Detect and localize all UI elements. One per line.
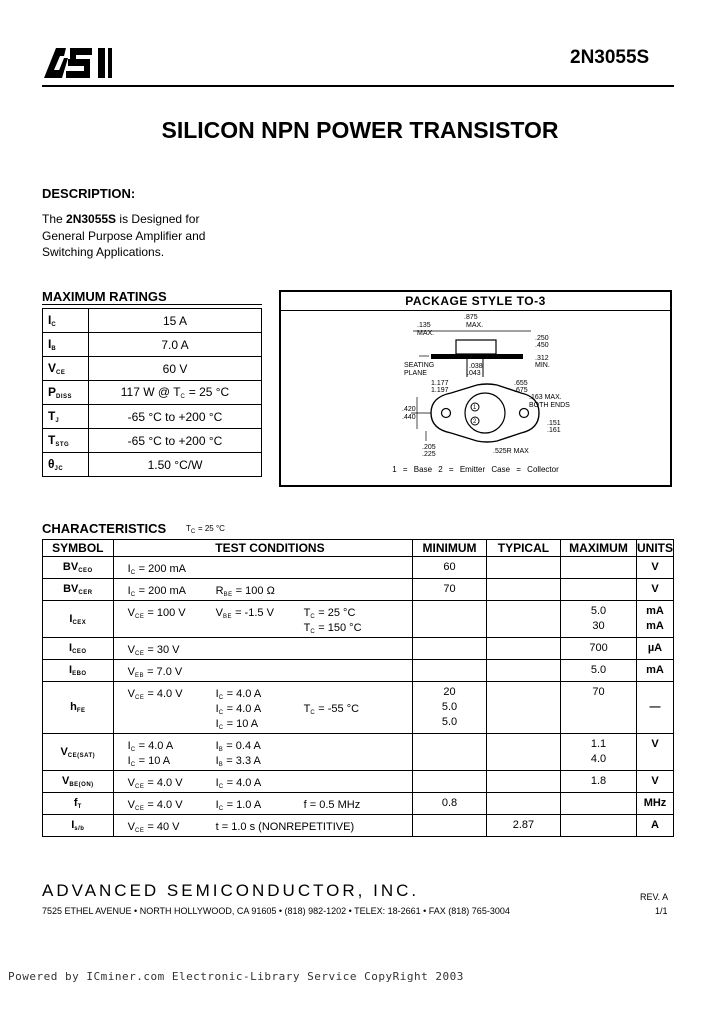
symbol-cell: $I_{EBO}$ [43, 660, 114, 682]
symbol-cell: $BV_{CEO}$ [43, 557, 114, 579]
description-text: The 2N3055S is Designed for General Purpose Amplifier and Switching Applications. [42, 212, 206, 259]
seating-label: SEATING [404, 362, 435, 369]
max-ratings-heading: MAXIMUM RATINGS [42, 289, 167, 304]
typical-cell [486, 557, 560, 579]
dim-161: .161 [547, 427, 561, 434]
dim-205: .205 [422, 444, 436, 451]
dim-1177: 1.177 [431, 380, 449, 387]
column-header: TEST CONDITIONS [113, 540, 413, 557]
typical-cell [486, 793, 560, 815]
dim-1197: 1.197 [431, 387, 449, 394]
powered-by-footer: Powered by ICminer.com Electronic-Library Service CopyRight 2003 [8, 970, 464, 983]
revision: REV. A [640, 892, 669, 902]
typical-cell [486, 579, 560, 601]
max-rating-symbol: $V_{CE}$ [43, 357, 89, 381]
dim-043: .043 [467, 370, 481, 377]
max-rating-symbol: $T_{STG}$ [43, 429, 89, 453]
description-heading: DESCRIPTION: [42, 186, 136, 201]
maximum-cell [561, 815, 637, 837]
dim-135-max: MAX. [417, 330, 435, 337]
dim-163max: .163 MAX. [529, 394, 562, 401]
test-conditions-cell: $V_{EB} = 7.0$ V [113, 660, 413, 682]
company-address: 7525 ETHEL AVENUE • NORTH HOLLYWOOD, CA 91605 • (818) 982-1202 • TELEX: 18-2661 • FAX (818) 765-3004 [42, 906, 510, 916]
test-conditions-cell: $V_{CE} = 4.0$ V $I_C = 1.0$ A f = 0.5 MHz [113, 793, 413, 815]
minimum-cell [413, 815, 487, 837]
minimum-cell: 60 [413, 557, 487, 579]
typical-cell: 2.87 [486, 815, 560, 837]
units-cell: V [637, 771, 674, 793]
minimum-cell: 70 [413, 579, 487, 601]
maximum-cell: 1.8 [561, 771, 637, 793]
typical-cell [486, 601, 560, 638]
dim-225: .225 [422, 451, 436, 458]
column-header: TYPICAL [486, 540, 560, 557]
dim-135: .135 [417, 322, 431, 329]
symbol-cell: $V_{CE(SAT)}$ [43, 734, 114, 771]
typical-cell [486, 638, 560, 660]
units-cell: A [637, 815, 674, 837]
column-header: SYMBOL [43, 540, 114, 557]
test-conditions-cell: $V_{CE} = 100$ V $V_{BE} = -1.5$ V $T_C = 25$ °C $T_C = 150$ °C [113, 601, 413, 638]
max-rating-value: 15 A [89, 309, 262, 333]
characteristics-table [42, 539, 674, 837]
characteristics-heading: CHARACTERISTICS [42, 521, 167, 536]
table-row [43, 557, 674, 579]
dim-250: .250 [535, 335, 549, 342]
minimum-cell [413, 660, 487, 682]
max-ratings-rule [42, 304, 262, 305]
page-number: 1/1 [655, 906, 668, 916]
max-rating-row [43, 333, 262, 357]
dim-312-min: MIN. [535, 362, 550, 369]
dim-312: .312 [535, 355, 549, 362]
dim-420: .420 [402, 406, 416, 413]
table-row [43, 793, 674, 815]
test-conditions-cell: $V_{CE} = 4.0$ V $I_C = 4.0$ A [113, 771, 413, 793]
test-conditions-cell: $V_{CE} = 4.0$ V $I_C = 4.0$ A $I_C = 4.0$ A $T_C = -55$ °C $I_C = 10$ A [113, 682, 413, 734]
maximum-cell [561, 579, 637, 601]
dim-875-max: MAX. [466, 322, 484, 329]
dim-151: .151 [547, 420, 561, 427]
test-conditions-cell: $I_C = 4.0$ A $I_B = 0.4$ A $I_C = 10$ A $I_B = 3.3$ A [113, 734, 413, 771]
asi-logo [42, 46, 114, 80]
table-row [43, 579, 674, 601]
column-header: MINIMUM [413, 540, 487, 557]
table-row [43, 682, 674, 734]
minimum-cell [413, 771, 487, 793]
package-title: PACKAGE STYLE TO-3 [281, 292, 670, 311]
page-title: SILICON NPN POWER TRANSISTOR [161, 117, 559, 143]
test-conditions-cell: $V_{CE} = 40$ V t = 1.0 s (NONREPETITIVE) [113, 815, 413, 837]
symbol-cell: $I_{s/b}$ [43, 815, 114, 837]
characteristics-condition: $T_C = 25$ °C [186, 524, 225, 535]
minimum-cell [413, 734, 487, 771]
table-row [43, 638, 674, 660]
typical-cell [486, 682, 560, 734]
minimum-cell: 0.8 [413, 793, 487, 815]
max-rating-symbol: $I_C$ [43, 309, 89, 333]
max-rating-row [43, 405, 262, 429]
maximum-cell: 70 [561, 682, 637, 734]
both-ends: BOTH ENDS [529, 402, 570, 409]
max-rating-symbol: $I_B$ [43, 333, 89, 357]
units-cell: µA [637, 638, 674, 660]
part-number: 2N3055S [570, 47, 650, 68]
dim-675: .675 [514, 387, 528, 394]
test-conditions-cell: $V_{CE} = 30$ V [113, 638, 413, 660]
description-part: 2N3055S [66, 212, 117, 226]
package-drawing [281, 311, 670, 463]
typical-cell [486, 734, 560, 771]
test-conditions-cell: $I_C = 200$ mA $R_{BE} = 100$ Ω [113, 579, 413, 601]
dim-875: .875 [464, 314, 478, 321]
table-row [43, 601, 674, 638]
maximum-cell: 5.0 [561, 660, 637, 682]
header-rule [42, 85, 674, 87]
symbol-cell: $f_T$ [43, 793, 114, 815]
max-rating-symbol: $\theta_{JC}$ [43, 453, 89, 477]
max-rating-symbol: $P_{DISS}$ [43, 381, 89, 405]
dim-450: .450 [535, 342, 549, 349]
max-rating-value: 117 W @ $T_C = 25$ °C [89, 381, 262, 405]
minimum-cell [413, 638, 487, 660]
max-rating-value: 60 V [89, 357, 262, 381]
units-cell: — [637, 682, 674, 734]
minimum-cell [413, 601, 487, 638]
max-rating-row [43, 429, 262, 453]
dim-655: .655 [514, 380, 528, 387]
package-box [279, 290, 672, 487]
company-name: ADVANCED SEMICONDUCTOR, INC. [42, 881, 420, 900]
max-rating-row [43, 357, 262, 381]
typical-cell [486, 771, 560, 793]
max-rating-value: -65 °C to +200 °C [89, 429, 262, 453]
table-row [43, 815, 674, 837]
max-rating-symbol: $T_J$ [43, 405, 89, 429]
maximum-cell: 700 [561, 638, 637, 660]
units-cell: V [637, 579, 674, 601]
symbol-cell: $I_{CEO}$ [43, 638, 114, 660]
max-rating-row [43, 381, 262, 405]
minimum-cell: 20 5.0 5.0 [413, 682, 487, 734]
symbol-cell: $h_{FE}$ [43, 682, 114, 734]
symbol-cell: $V_{BE(ON)}$ [43, 771, 114, 793]
units-cell: mA mA [637, 601, 674, 638]
max-rating-row [43, 309, 262, 333]
table-row [43, 734, 674, 771]
max-rating-row [43, 453, 262, 477]
maximum-cell [561, 557, 637, 579]
units-cell: V [637, 734, 674, 771]
maximum-cell: 5.0 30 [561, 601, 637, 638]
plane-label: PLANE [404, 370, 427, 377]
max-rating-value: 1.50 °C/W [89, 453, 262, 477]
table-row [43, 660, 674, 682]
maximum-cell [561, 793, 637, 815]
max-rating-value: -65 °C to +200 °C [89, 405, 262, 429]
units-cell: MHz [637, 793, 674, 815]
svg-text:1: 1 [473, 405, 477, 411]
maximum-cell: 1.1 4.0 [561, 734, 637, 771]
dim-440: .440 [402, 414, 416, 421]
svg-text:2: 2 [473, 419, 477, 425]
typical-cell [486, 660, 560, 682]
package-legend: 1 = Base 2 = Emitter Case = Collector [392, 465, 559, 474]
test-conditions-cell: $I_C = 200$ mA [113, 557, 413, 579]
dim-038: .038 [469, 363, 483, 370]
max-ratings-table [42, 308, 262, 477]
max-rating-value: 7.0 A [89, 333, 262, 357]
units-cell: V [637, 557, 674, 579]
symbol-cell: $I_{CEX}$ [43, 601, 114, 638]
symbol-cell: $BV_{CER}$ [43, 579, 114, 601]
dim-525r: .525R MAX [493, 448, 529, 455]
table-row [43, 771, 674, 793]
column-header: UNITS [637, 541, 673, 555]
column-header: MAXIMUM [561, 540, 637, 557]
units-cell: mA [637, 660, 674, 682]
